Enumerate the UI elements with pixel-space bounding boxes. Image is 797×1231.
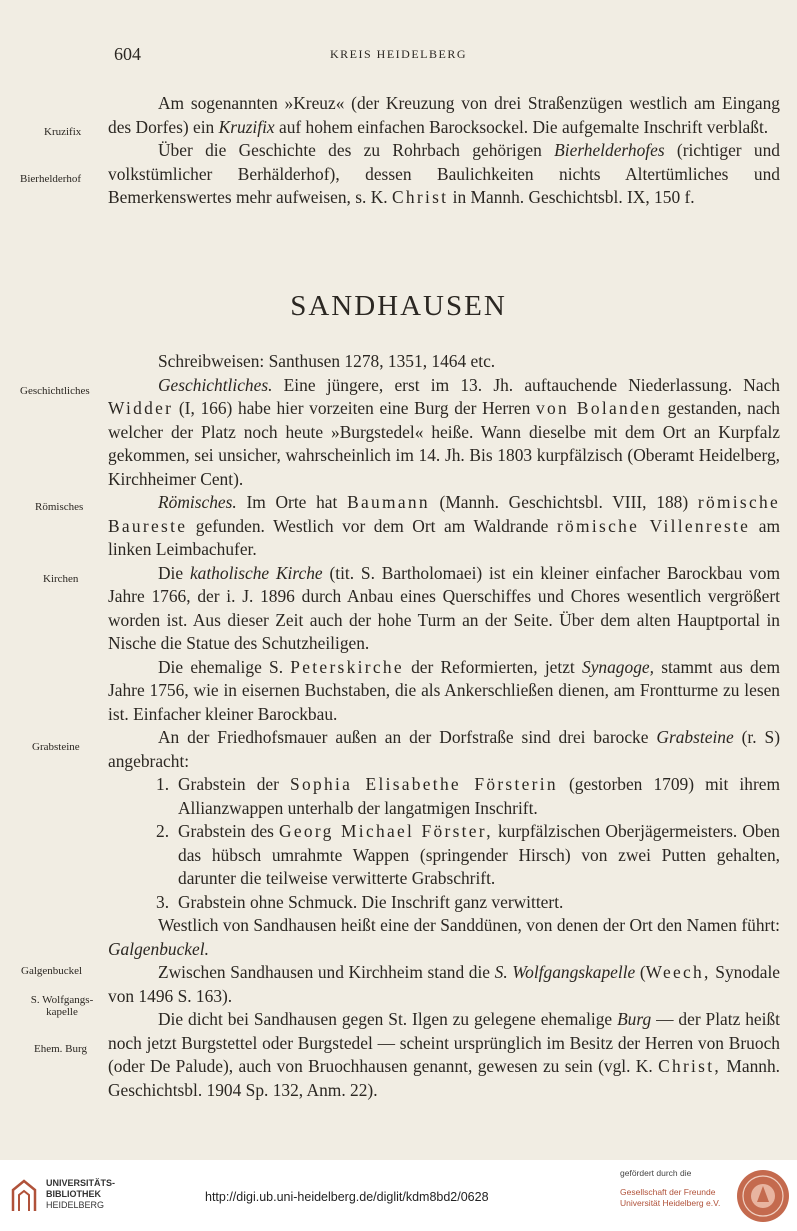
text-block-top [108,92,780,210]
paragraph-kirche [108,562,780,656]
text: An der Friedhofsmauer außen an der Dorfstraße sind drei barocke [158,727,657,747]
author-christ: Christ [391,187,449,207]
margin-note-wolfgangskapelle [22,994,102,1018]
text: Am sogenannten »Kreuz« (der Kreuzung von drei Straßenzügen westlich am Eingang des Dorfes) ein [108,93,780,137]
text: ( [635,962,646,982]
text: Die dicht bei Sandhausen gegen St. Ilgen zu gelegene ehemalige [158,1009,618,1029]
text: Mannh. Geschichtsbl. 1904 Sp. 132, Anm. 22). [108,1056,781,1100]
list-number: 1. [156,774,170,794]
library-name [46,1178,115,1211]
paragraph-galgenbuckel [108,914,780,961]
name-bolanden: von Bolanden [536,398,662,418]
list-text [178,820,780,891]
text: Eine jüngere, erst im 13. Jh. auftauchende Niederlassung. Nach [272,374,780,395]
library-name-line: UNIVERSITÄTS- [46,1178,116,1188]
term-wolfgangskapelle: S. Wolfgangskapelle [494,962,636,982]
margin-note-roemisches: Römisches [35,501,84,513]
text: Im Orte hat [236,492,348,512]
margin-note-bierhelderhof: Bierhelderhof [20,173,82,185]
name-sophia: Sophia Elisabethe Försterin [290,774,558,794]
margin-note-kirchen: Kirchen [43,573,79,585]
text: (I, 166) habe hier vorzeiten eine Burg der Herren [173,398,536,418]
paragraph-roemisches [108,491,780,562]
text: Die [158,562,190,583]
funding-note [620,1168,720,1209]
margin-note-geschichtliches: Geschichtliches [20,385,90,397]
term-peterskirche: Peterskirche [290,656,404,677]
list-item [156,820,780,891]
permalink-url[interactable]: http://digi.ub.uni-heidelberg.de/diglit/kdm8bd2/0628 [205,1190,489,1204]
text: Synodale von 1496 S. 163). [108,962,780,1006]
term-galgenbuckel: Galgenbuckel. [108,938,209,959]
term-burg: Burg [617,1009,652,1029]
margin-note-galgenbuckel: Galgenbuckel [21,965,83,977]
text: stammt aus dem Jahre 1756, wie in eisernen Buchstaben, die als Ankerschließen dienen, am Frontturme zu lesen ist. Einfacher kleiner Barockbau. [108,656,780,724]
list-number: 3. [156,891,170,912]
author-weech: Weech, [645,962,711,982]
margin-note-burg: Ehem. Burg [34,1043,87,1055]
text: Grabstein ohne Schmuck. Die Inschrift ganz verwittert. [178,891,564,912]
section-title: SANDHAUSEN [290,290,507,322]
text: gefunden. Westlich vor dem Ort am Waldrande [187,515,557,536]
author-baumann: Baumann [347,492,430,512]
library-logo-icon [10,1178,38,1214]
author-christ: Christ, [658,1056,722,1076]
paragraph-bierhelderhof [108,139,780,210]
text: Westlich von Sandhausen heißt eine der Sanddünen, von denen der Ort den Namen führt: [158,915,780,935]
text: (gestorben 1709) mit ihrem Allianzwappen unterhalb der langatmigen Inschrift. [178,774,780,818]
funding-label: gefördert durch die [620,1168,692,1178]
paragraph-grabsteine [108,726,780,773]
term-kruzifix: Kruzifix [218,116,275,137]
paragraph-geschichtliches [108,374,780,492]
list-number: 2. [156,821,170,841]
term-bierhelderhof: Bierhelderhofes [554,140,665,160]
term-baureste: römische Baureste [108,492,781,536]
grabsteine-list [156,773,780,914]
running-title: KREIS HEIDELBERG [330,47,467,61]
text: Grabstein des [178,821,279,841]
footer-bar [0,1160,797,1231]
name-georg: Georg Michael Förster, [279,821,493,841]
list-text [178,891,563,915]
text: (tit. S. Bartholomaei) ist ein kleiner einfacher Barockbau vom Jahre 1766, der i. J. 1896 durch Anbau eines Querschiffes und Chores wesentlich vergrößert worden ist. Aus dieser Zeit auch der hohe Turm an der Seite. Über dem alten Hauptportal in Nische die Statue des Schutzheiligen. [108,562,781,653]
margin-note-grabsteine: Grabsteine [32,741,80,753]
text: — der Platz heißt noch jetzt Burgstettel oder Burgstedel — scheint ursprünglich im Besitz der Herren von Bruoch (oder De Palude), auch von Bruochhausen genannt, gewesen zu sein (vgl. K. [108,1009,780,1076]
text: Zwischen Sandhausen und Kirchheim stand die [158,962,495,982]
term-synagoge: Synagoge, [582,656,654,677]
author-widder: Widder [108,398,174,418]
term-grabsteine: Grabsteine [656,727,734,747]
paragraph-peterskirche [108,656,780,727]
term-katholische-kirche: katholische Kirche [189,562,323,583]
text: kurpfälzischen Oberjägermeisters. Oben das hübsch umrahmte Wappen (springender Hirsch) von zwei Putten gehalten, darunter die teilweise verwitterte Grabschrift. [178,821,780,888]
page-number: 604 [114,44,141,64]
heading-geschichtliches: Geschichtliches. [158,374,273,395]
paragraph-wolfgangskapelle [108,961,780,1008]
heading-roemisches: Römisches. [158,492,237,512]
margin-note-kruzifix: Kruzifix [44,126,82,138]
text: Die ehemalige S. [158,656,291,677]
university-seal-icon [735,1168,791,1224]
term-villenreste: römische Villenreste [556,515,751,536]
paragraph-burg [108,1008,780,1102]
library-name-line: HEIDELBERG [46,1200,105,1210]
list-text [178,773,780,820]
text: Grabstein der [178,774,291,794]
list-item [156,891,780,915]
paragraph-kreuz [108,92,780,139]
text-block-main [108,350,780,1102]
list-item [156,773,780,820]
margin-note-line: kapelle [46,1006,78,1018]
text: Über die Geschichte des zu Rohrbach gehörigen [158,140,555,160]
text: in Mannh. Geschichtsbl. IX, 150 f. [448,187,695,207]
margin-note-line: S. Wolfgangs- [30,994,94,1006]
library-name-line: BIBLIOTHEK [46,1189,101,1199]
text: (r. S) angebracht: [108,727,780,771]
funding-org-line: Universität Heidelberg e.V. [620,1198,721,1208]
text: (Mannh. Geschichtsbl. VIII, 188) [429,492,698,512]
funding-org-line: Gesellschaft der Freunde [620,1187,716,1197]
paragraph-schreibweisen: Schreibweisen: Santhusen 1278, 1351, 1464 etc. [158,351,496,371]
text: der Reformierten, jetzt [403,656,582,677]
text: gestanden, nach welcher der Platz noch heute »Burgstedel« heiße. Wann dieselbe mit dem Ort an Kurpfalz gekommen, sei unsicher, wahrscheinlich im 14. Jh. Bis 1803 kurpfälzisch (Oberamt Heidelberg, Kirchheimer Cent). [108,398,780,489]
text: am linken Leimbachufer. [108,515,781,559]
text: auf hohem einfachen Barocksockel. Die aufgemalte Inschrift verblaßt. [274,116,769,137]
text: (richtiger und volkstümlicher Berhälderhof), dessen Baulichkeiten nichts Altertümliches und Bemerkenswertes mehr aufweisen, s. K. [108,140,780,207]
